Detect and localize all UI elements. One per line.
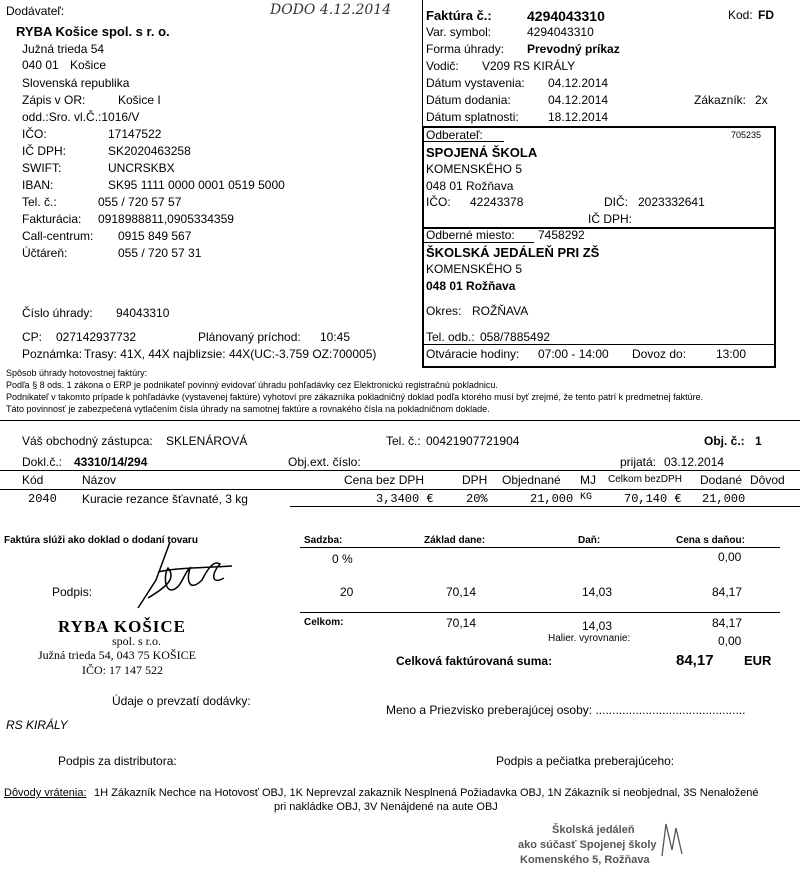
sum-label: Celkom: [304, 617, 344, 628]
arrival-value: 10:45 [320, 330, 351, 344]
col-total: Celkom bezDPH [608, 474, 682, 485]
supplier-tel-label: Tel. č.: [22, 195, 57, 209]
receiver-name-label: Meno a Priezvisko preberajúcej osoby: ............................................. [386, 703, 746, 717]
supplier-register-label: Zápis v OR: [22, 93, 86, 107]
col-vat: DPH [462, 473, 488, 487]
rounding-value: 0,00 [718, 634, 742, 648]
tax-head-base: Základ dane: [424, 535, 486, 546]
row-ordered: 21,000 [530, 492, 574, 506]
supplier-accounting-label: Účtáreň: [22, 246, 68, 260]
driver-label: Vodič: [426, 59, 459, 73]
invoice-number: 4294043310 [527, 8, 605, 24]
customer-value: 2x [755, 93, 768, 107]
note-value: Trasy: 41X, 44X najblizsie: 44X(UC:-3.759 OZ:700005) [84, 347, 377, 361]
var-symbol: 4294043310 [527, 25, 594, 39]
delivery-date: 04.12.2014 [548, 93, 609, 107]
delivery-place-id: 7458292 [538, 228, 585, 242]
supplier-accounting: 055 / 720 57 31 [118, 246, 202, 260]
hours-label: Otváracie hodiny: [426, 347, 520, 361]
stamp-sub: spol. s r.o. [112, 634, 162, 648]
row-name: Kuracie rezance šťavnaté, 3 kg [82, 492, 248, 506]
rep-label: Váš obchodný zástupca: [22, 434, 153, 448]
col-ordered: Objednané [502, 473, 561, 487]
delivery-place-street: KOMENSKÉHO 5 [426, 262, 523, 276]
currency: EUR [744, 653, 772, 668]
stamp-ico: IČO: 17 147 522 [82, 663, 163, 677]
buyer-header: Odberateľ: [426, 128, 483, 142]
cp-value: 027142937732 [56, 330, 137, 344]
return-reasons-line2: pri nakládke OBJ, 3V Nenájdené na aute OBJ [274, 801, 498, 813]
supplier-section: odd.:Sro. vl.Č.:1016/V [22, 110, 140, 124]
tax-head-total: Cena s daňou: [676, 535, 745, 546]
customer-label: Zákazník: [694, 93, 747, 107]
handwritten-note: DODO 4.12.2014 [270, 2, 392, 18]
row-vat: 20% [466, 492, 488, 506]
district-label: Okres: [426, 304, 462, 318]
receipt-label: Údaje o prevzatí dodávky: [112, 694, 251, 708]
received-label: prijatá: [620, 455, 657, 469]
doc-note: Faktúra slúži ako doklad o dodaní tovaru [4, 535, 198, 546]
rep-value: SKLENÁROVÁ [166, 434, 248, 448]
supplier-swift-label: SWIFT: [22, 161, 62, 175]
buyer-ico: 42243378 [470, 195, 524, 209]
stamp-name: RYBA KOŠICE [58, 617, 187, 636]
payment-number: 94043310 [116, 306, 170, 320]
payment-form-label: Forma úhrady: [426, 42, 505, 56]
buyer-dic: 2023332641 [638, 195, 705, 209]
driver-value: V209 RS KIRÁLY [482, 59, 576, 73]
buyer-icdph-label: IČ DPH: [588, 212, 633, 226]
until-label: Dovoz do: [632, 347, 687, 361]
invoice-title: Faktúra č.: [426, 8, 492, 23]
sum-base: 70,14 [446, 616, 477, 630]
stamp-address: Južná trieda 54, 043 75 KOŠICE [38, 648, 196, 662]
arrival-label: Plánovaný príchod: [198, 330, 301, 344]
district-value: ROŽŇAVA [472, 304, 529, 318]
sum-total: 84,17 [712, 616, 743, 630]
supplier-tel: 055 / 720 57 57 [98, 195, 182, 209]
due-date-label: Dátum splatnosti: [426, 110, 519, 124]
row-price: 3,3400 € [376, 492, 434, 506]
code-value: FD [758, 8, 774, 22]
rep-tel-label: Tel. č.: [386, 434, 421, 448]
issue-date-label: Dátum vystavenia: [426, 76, 525, 90]
due-date: 18.12.2014 [548, 110, 609, 124]
row-delivered: 21,000 [702, 492, 746, 506]
supplier-swift: UNCRSKBX [108, 161, 175, 175]
phone-label: Tel. odb.: [426, 330, 475, 344]
supplier-callcenter: 0915 849 567 [118, 229, 192, 243]
supplier-zip: 040 01 [22, 58, 59, 72]
driver-name: RS KIRÁLY [6, 718, 68, 732]
supplier-billing-label: Fakturácia: [22, 212, 82, 226]
signature-label: Podpis: [52, 585, 93, 599]
supplier-iban: SK95 1111 0000 0001 0519 5000 [108, 178, 285, 192]
rounding-label: Halier. vyrovnanie: [548, 633, 631, 644]
issue-date: 04.12.2014 [548, 76, 609, 90]
note-label: Poznámka: [22, 347, 83, 361]
payment-number-label: Číslo úhrady: [22, 306, 93, 320]
supplier-name: RYBA Košice spol. s r. o. [16, 24, 170, 39]
legal-line-4: Táto povinnosť je zabezpečená vytlačením čísla úhrady na samotnej faktúre a rovnakého čísla na pokladničnom doklade. [6, 404, 490, 414]
supplier-icdph-label: IČ DPH: [22, 144, 67, 158]
dokl-value: 43310/14/294 [74, 455, 148, 469]
supplier-country: Slovenská republika [22, 76, 130, 90]
school-stamp-line2: ako súčasť Spojenej školy [518, 839, 657, 851]
hours-value: 07:00 - 14:00 [538, 347, 609, 361]
legal-line-1: Spôsob úhrady hotovostnej faktúry: [6, 368, 148, 378]
supplier-callcenter-label: Call-centrum: [22, 229, 94, 243]
supplier-header: Dodávateľ: [6, 4, 65, 18]
school-stamp-line1: Školská jedáleň [552, 824, 635, 836]
delivery-place-city: 048 01 Rožňava [426, 279, 516, 293]
cp-label: CP: [22, 330, 43, 344]
phone-value: 058/7885492 [480, 330, 551, 344]
legal-line-2: Podľa § 8 ods. 1 zákona o ERP je podnikateľ povinný evidovať úhradu pohľadávky cez Elektronickú registračnú pokladnicu. [6, 380, 498, 390]
tax20-total: 84,17 [712, 585, 743, 599]
obj-label: Obj. č.: [704, 434, 745, 448]
buyer-city: 048 01 Rožňava [426, 179, 514, 193]
var-symbol-label: Var. symbol: [426, 25, 492, 39]
buyer-id: 705235 [731, 130, 762, 140]
rep-tel: 00421907721904 [426, 434, 520, 448]
grand-total: 84,17 [676, 652, 714, 669]
buyer-dic-label: DIČ: [604, 195, 628, 209]
school-signature-scribble [658, 820, 688, 860]
sum-tax: 14,03 [582, 619, 613, 633]
delivery-date-label: Dátum dodania: [426, 93, 511, 107]
until-value: 13:00 [716, 347, 747, 361]
objext-label: Obj.ext. číslo: [288, 455, 361, 469]
row-total: 70,140 € [624, 492, 682, 506]
buyer-street: KOMENSKÉHO 5 [426, 162, 523, 176]
supplier-ico-label: IČO: [22, 127, 47, 141]
delivery-place-name: ŠKOLSKÁ JEDÁLEŇ PRI ZŠ [426, 245, 600, 260]
distributor-signature-label: Podpis za distributora: [58, 754, 177, 768]
tax20-base: 70,14 [446, 585, 477, 599]
supplier-street: Južná trieda 54 [22, 42, 105, 56]
tax0-rate: 0 % [332, 552, 353, 566]
return-reasons-line1: 1H Zákazník Nechce na Hotovosť OBJ, 1K Neprevzal zakaznik Nesplnená Požiadavka OBJ, 1N Zákazník si neobjednal, 3S Nenaložené [94, 787, 759, 799]
buyer-name: SPOJENÁ ŠKOLA [426, 145, 538, 160]
return-reasons-label: Dôvody vrátenia: [4, 787, 87, 799]
school-stamp-line3: Komenského 5, Rožňava [520, 854, 650, 866]
col-reason: Dôvod [750, 473, 785, 487]
tax20-rate: 20 [340, 585, 354, 599]
supplier-billing: 0918988811,0905334359 [98, 212, 234, 226]
legal-line-3: Podnikateľ v takomto prípade k pohľadávke (vystavenej faktúre) vyhotoví pre zákazníka pokladničný doklad podľa ktorého musí byť zrejmé, že tento patrí k predmetnej faktúre. [6, 392, 704, 402]
supplier-register-value: Košice I [118, 93, 161, 107]
col-unit: MJ [580, 473, 596, 487]
col-name: Názov [82, 473, 117, 487]
col-delivered: Dodané [700, 473, 743, 487]
payment-form: Prevodný príkaz [527, 42, 620, 56]
row-unit: KG [580, 492, 593, 503]
tax-head-tax: Daň: [578, 535, 601, 546]
tax-head-rate: Sadzba: [304, 535, 343, 546]
code-label: Kod: [728, 8, 753, 22]
row-code: 2040 [28, 492, 57, 506]
tax0-total: 0,00 [718, 550, 742, 564]
supplier-iban-label: IBAN: [22, 178, 54, 192]
received-date: 03.12.2014 [664, 455, 725, 469]
col-price: Cena bez DPH [344, 473, 425, 487]
buyer-ico-label: IČO: [426, 195, 451, 209]
supplier-city: Košice [70, 58, 107, 72]
col-code: Kód [22, 473, 44, 487]
obj-value: 1 [755, 434, 762, 448]
signature-scribble [128, 538, 238, 618]
dokl-label: Dokl.č.: [22, 455, 63, 469]
receiver-signature-label: Podpis a pečiatka preberajúceho: [496, 754, 675, 768]
supplier-icdph: SK2020463258 [108, 144, 191, 158]
delivery-place-header: Odberné miesto: [426, 228, 515, 242]
supplier-ico: 17147522 [108, 127, 162, 141]
grand-total-label: Celková faktúrovaná suma: [396, 654, 553, 668]
tax20-tax: 14,03 [582, 585, 613, 599]
